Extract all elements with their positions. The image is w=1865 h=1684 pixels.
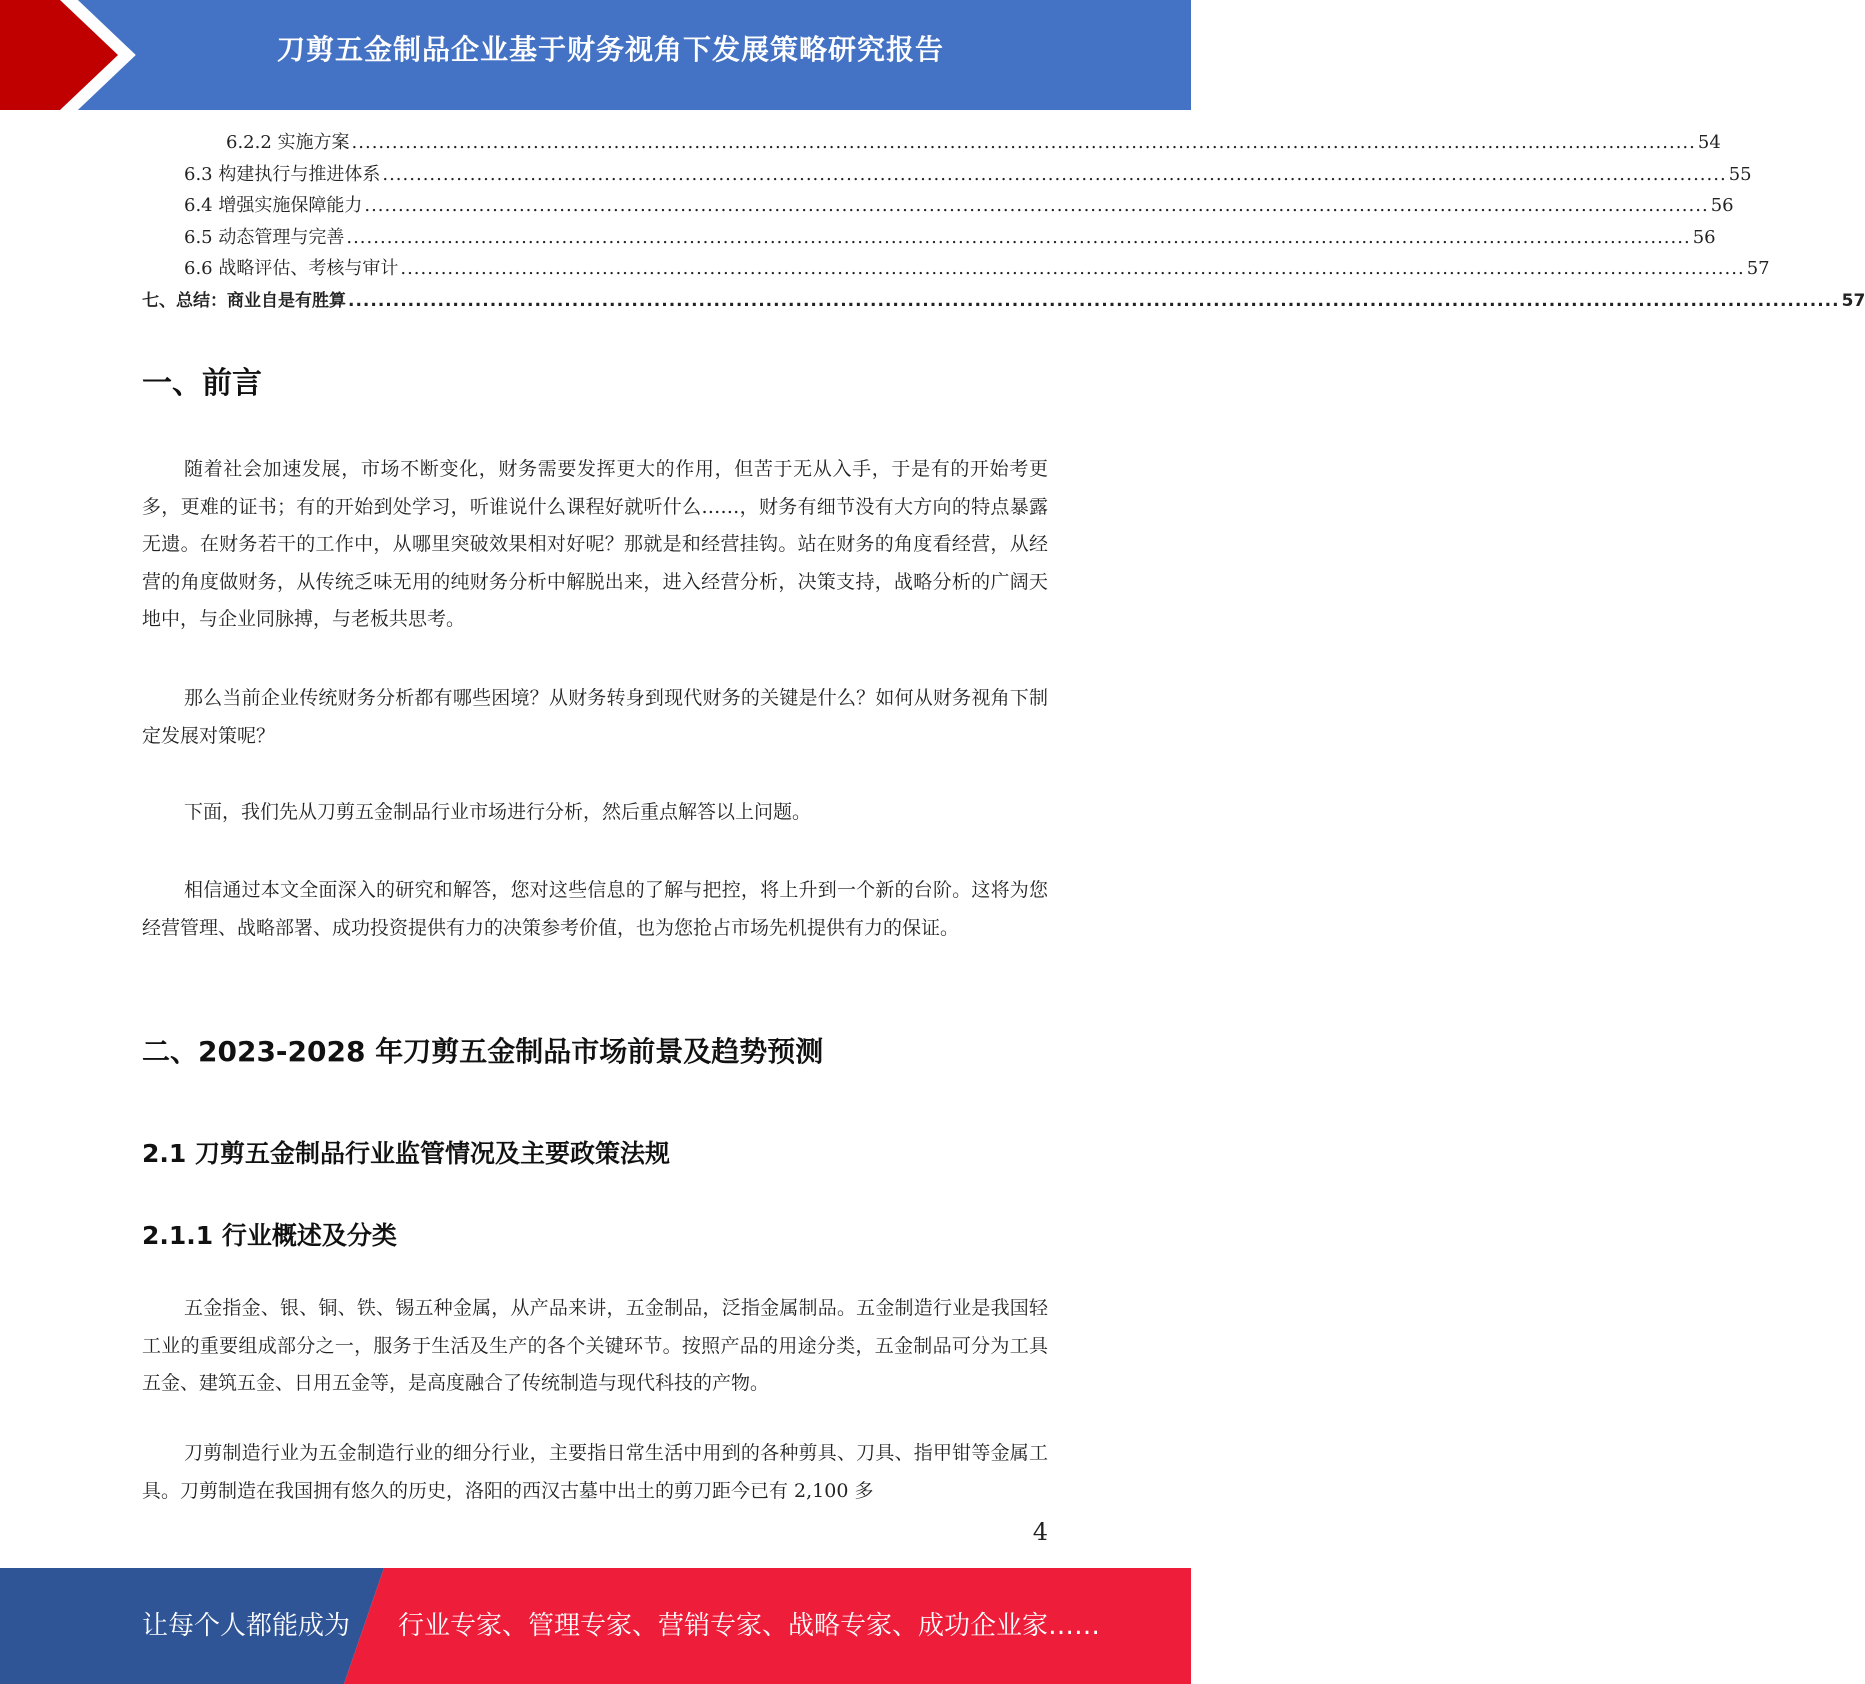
paragraph: 刀剪制造行业为五金制造行业的细分行业，主要指日常生活中用到的各种剪具、刀具、指甲钳等金属工具。刀剪制造在我国拥有悠久的历史，洛阳的西汉古墓中出土的剪刀距今已有 2,100 多 <box>142 1442 1048 1502</box>
toc-entry-label: 6.5 动态管理与完善 <box>184 226 345 248</box>
section-heading-market: 二、2023-2028 年刀剪五金制品市场前景及趋势预测 <box>142 1035 824 1068</box>
toc-entry-label: 七、总结：商业自是有胜算 <box>142 290 346 311</box>
toc-entry-page: 54 <box>1697 132 1721 153</box>
toc-entry-label: 6.4 增强实施保障能力 <box>184 195 363 216</box>
page-number: 4 <box>1032 1518 1048 1546</box>
section-heading-preface: 一、前言 <box>142 366 262 401</box>
toc-entry-label: 6.6 战略评估、考核与审计 <box>184 258 399 279</box>
toc-entry-page: 57 <box>1746 258 1770 279</box>
toc-entry-page: 56 <box>1692 226 1716 248</box>
toc-leader-dots: ........................................................................................................................................................................................................ <box>346 226 1691 248</box>
paragraph: 那么当前企业传统财务分析都有哪些困境？从财务转身到现代财务的关键是什么？如何从财务视角下制定发展对策呢？ <box>142 687 1048 747</box>
toc-leader-dots: ........................................................................................................................................................................................................ <box>351 132 1696 153</box>
toc-entry[interactable] <box>142 160 1752 192</box>
paragraph: 下面，我们先从刀剪五金制品行业市场进行分析，然后重点解答以上问题。 <box>184 801 812 823</box>
footer-slogan-left: 让每个人都能成为 <box>142 1611 351 1641</box>
page-header <box>0 0 1191 110</box>
subsection-heading: 2.1 刀剪五金制品行业监管情况及主要政策法规 <box>142 1139 670 1168</box>
toc-entry[interactable] <box>142 128 1721 160</box>
toc-entry-page: 55 <box>1728 163 1752 185</box>
paragraph: 随着社会加速发展，市场不断变化，财务需要发挥更大的作用，但苦于无从入手，于是有的开始考更多，更难的证书；有的开始到处学习，听谁说什么课程好就听什么……，财务有细节没有大方向的特点暴露无遗。在财务若干的工作中，从哪里突破效果相对好呢？那就是和经营挂钩。站在财务的角度看经营，从经营的角度做财务，从传统乏味无用的纯财务分析中解脱出来，进入经营分析，决策支持，战略分析的广阔天地中，与企业同脉搏，与老板共思考。 <box>142 458 1048 630</box>
toc-entry-page: 57 <box>1841 290 1865 311</box>
toc-entry[interactable] <box>142 191 1734 223</box>
report-title: 刀剪五金制品企业基于财务视角下发展策略研究报告 <box>276 33 944 66</box>
toc-entry-label: 6.2.2 实施方案 <box>226 132 350 153</box>
table-of-contents <box>142 128 1865 317</box>
toc-entry-label: 6.3 构建执行与推进体系 <box>184 163 381 185</box>
toc-entry[interactable] <box>142 254 1770 286</box>
paragraph: 五金指金、银、铜、铁、锡五种金属，从产品来讲，五金制品，泛指金属制品。五金制造行业是我国轻工业的重要组成部分之一，服务于生活及生产的各个关键环节。按照产品的用途分类，五金制品可分为工具五金、建筑五金、日用五金等，是高度融合了传统制造与现代科技的产物。 <box>142 1297 1048 1394</box>
toc-entry-page: 56 <box>1710 195 1734 216</box>
paragraph: 相信通过本文全面深入的研究和解答，您对这些信息的了解与把控，将上升到一个新的台阶。这将为您经营管理、战略部署、成功投资提供有力的决策参考价值，也为您抢占市场先机提供有力的保证。 <box>142 879 1048 939</box>
toc-leader-dots: ........................................................................................................................................................................................................ <box>400 258 1745 279</box>
toc-leader-dots: ........................................................................................................................................................................................................ <box>348 290 1840 311</box>
toc-entry[interactable] <box>142 286 1865 318</box>
footer-slogan-right: 行业专家、管理专家、营销专家、战略专家、成功企业家…… <box>398 1611 1101 1641</box>
toc-leader-dots: ........................................................................................................................................................................................................ <box>382 163 1727 185</box>
page-footer <box>0 1568 1191 1684</box>
toc-leader-dots: ........................................................................................................................................................................................................ <box>364 195 1709 216</box>
subsection-heading: 2.1.1 行业概述及分类 <box>142 1221 397 1250</box>
toc-entry[interactable] <box>142 223 1716 255</box>
